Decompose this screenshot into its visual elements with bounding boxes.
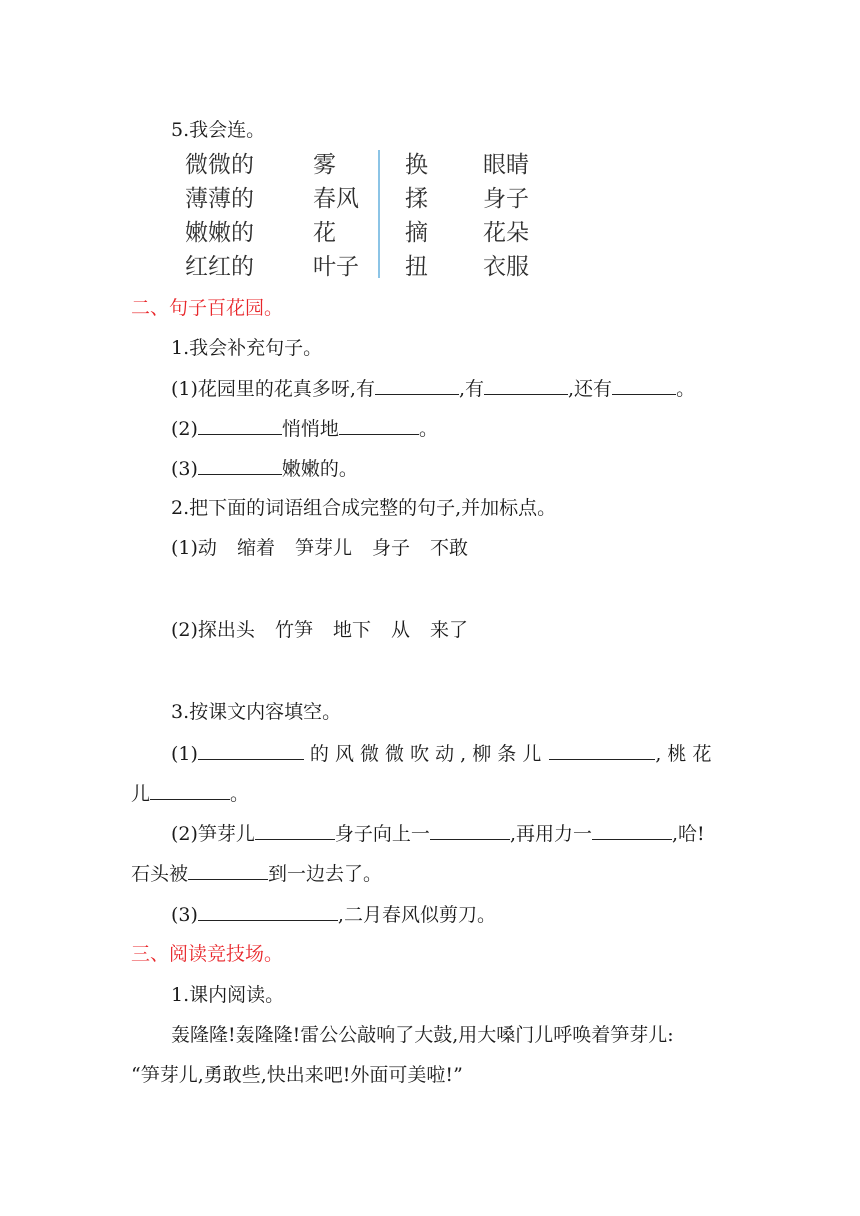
word-chip: 地下 (332, 619, 371, 641)
word-chip: 从 (390, 619, 410, 641)
match-right-item: 花朵 (483, 220, 529, 246)
answer-blank[interactable] (549, 741, 655, 760)
q3-s1-text-a: (1) (171, 743, 198, 765)
match-mid-right-item: 摘 (405, 220, 428, 246)
answer-blank[interactable] (198, 456, 282, 475)
q1-s3-text-b: 嫩嫩的。 (281, 458, 358, 480)
word-chip: 缩着 (236, 537, 275, 559)
q1-s1-text-b: ,有 (458, 378, 485, 400)
q2-s2-label: (2) (171, 619, 198, 641)
match-row (185, 182, 545, 216)
match-mid-left-item: 花 (313, 220, 336, 246)
answer-blank[interactable] (484, 376, 568, 395)
question-5-title: 5.我会连。 (171, 119, 266, 141)
match-mid-left-item: 春风 (313, 186, 359, 212)
q1-s3-text-a: (3) (171, 458, 198, 480)
word-chip: 探出头 (197, 619, 255, 641)
answer-blank[interactable] (339, 416, 419, 435)
answer-blank[interactable] (150, 781, 230, 800)
q3-sentence-2-line-1 (171, 821, 705, 846)
q3-s1-text-b: 的 风 微 微 吹 动 , 柳 条 儿 (309, 743, 542, 765)
q1-s1-text-c: ,还有 (568, 378, 613, 400)
q3-sentence-3 (171, 902, 496, 927)
word-chip: 来了 (429, 619, 468, 641)
word-chip: 不敢 (429, 537, 468, 559)
match-left-item: 红红的 (185, 254, 254, 280)
match-left-item: 薄薄的 (185, 186, 254, 212)
section-3-heading: 三、阅读竞技场。 (131, 943, 284, 965)
q1-s1-text-d: 。 (676, 378, 696, 400)
q3-s2-text-c: ,再用力一 (509, 823, 592, 845)
matching-divider (378, 150, 380, 278)
answer-blank[interactable] (198, 741, 304, 760)
q1-sentence-3 (171, 456, 358, 481)
match-row (185, 250, 545, 284)
match-right-item: 衣服 (483, 254, 529, 280)
answer-blank[interactable] (255, 821, 335, 840)
q3-s1-text-d: 儿 (131, 783, 151, 805)
answer-blank[interactable] (430, 821, 510, 840)
q1-s2-text-c: 。 (418, 418, 438, 440)
word-chip: 动 (197, 537, 217, 559)
match-mid-right-item: 揉 (405, 186, 428, 212)
q2-sentence-2-words (171, 618, 468, 642)
word-chip: 竹笋 (274, 619, 313, 641)
q3-s1-text-c: , 桃 花 (655, 743, 712, 765)
reading-paragraph-line-1: 轰隆隆!轰隆隆!雷公公敲响了大鼓,用大嗓门儿呼唤着笋芽儿: (171, 1024, 674, 1046)
answer-blank[interactable] (198, 902, 338, 921)
q3-s2-text-e: 石头被 (131, 863, 189, 885)
q3-s2-text-b: 身子向上一 (334, 823, 430, 845)
match-mid-right-item: 扭 (405, 254, 428, 280)
q1-sentence-2 (171, 416, 438, 441)
word-chip: 笋芽儿 (294, 537, 352, 559)
q3-sentence-1-line-1 (171, 741, 711, 766)
q3-sentence-1-line-2 (131, 781, 249, 806)
q2-title: 2.把下面的词语组合成完整的句子,并加标点。 (171, 497, 557, 519)
match-right-item: 身子 (483, 186, 529, 212)
q1-title: 1.我会补充句子。 (171, 337, 323, 359)
q3-title: 3.按课文内容填空。 (171, 701, 342, 723)
q3-s2-text-a: (2)笋芽儿 (171, 823, 255, 845)
q3-s1-text-e: 。 (230, 783, 250, 805)
q3-s3-text-a: (3) (171, 904, 198, 926)
match-right-item: 眼睛 (483, 152, 529, 178)
match-mid-left-item: 叶子 (313, 254, 359, 280)
q3-s2-text-d: ,哈! (671, 823, 705, 845)
answer-blank[interactable] (592, 821, 672, 840)
match-row (185, 216, 545, 250)
answer-blank[interactable] (612, 376, 676, 395)
section-2-heading: 二、句子百花园。 (131, 297, 284, 319)
match-row (185, 148, 545, 182)
answer-blank[interactable] (188, 861, 268, 880)
answer-blank[interactable] (375, 376, 459, 395)
q2-sentence-1-words (171, 536, 468, 560)
match-left-item: 嫩嫩的 (185, 220, 254, 246)
q1-s2-text-a: (2) (171, 418, 198, 440)
q3-sentence-2-line-2 (131, 861, 382, 886)
answer-blank[interactable] (198, 416, 282, 435)
q1-s1-text-a: (1)花园里的花真多呀,有 (171, 378, 375, 400)
q2-s1-label: (1) (171, 537, 198, 559)
match-left-item: 微微的 (185, 152, 254, 178)
match-mid-right-item: 换 (405, 152, 428, 178)
reading-paragraph-line-2: “笋芽儿,勇敢些,快出来吧!外面可美啦!” (131, 1064, 463, 1086)
match-mid-left-item: 雾 (313, 152, 336, 178)
q1-sentence-1 (171, 376, 695, 401)
q3-s3-text-b: ,二月春风似剪刀。 (337, 904, 496, 926)
reading-q1-title: 1.课内阅读。 (171, 984, 285, 1006)
q3-s2-text-f: 到一边去了。 (268, 863, 383, 885)
word-chip: 身子 (371, 537, 410, 559)
q1-s2-text-b: 悄悄地 (281, 418, 339, 440)
